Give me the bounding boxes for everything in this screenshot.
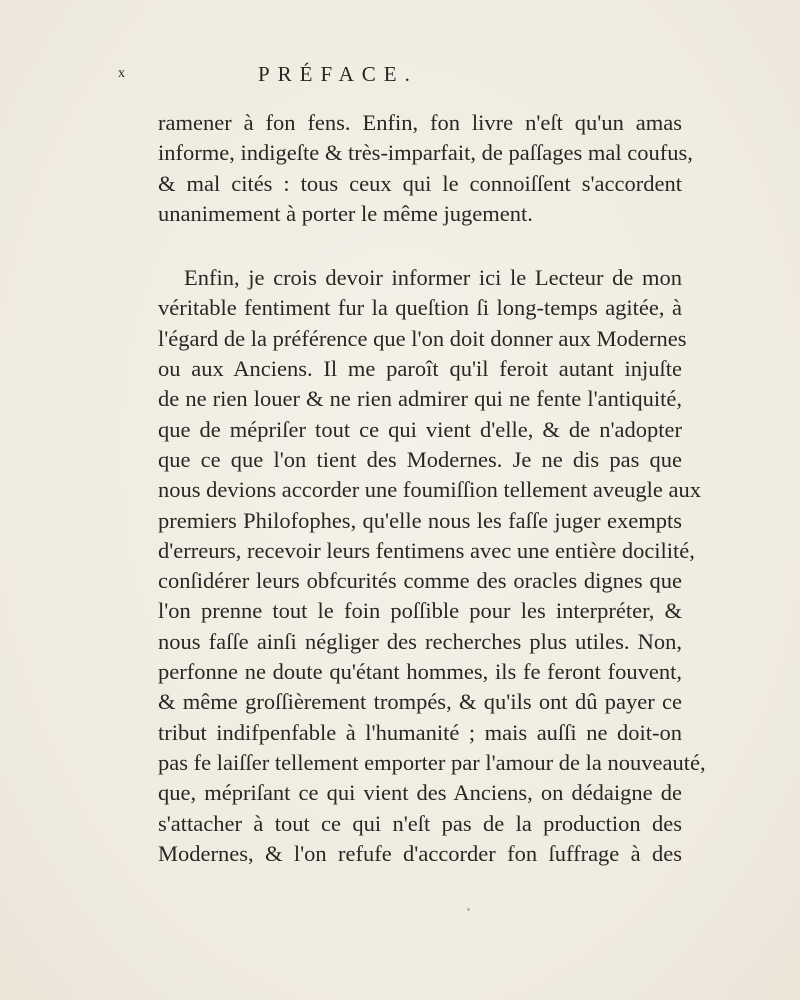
text-line: nous devions accorder une foumiſſion tellement aveugle aux (158, 477, 701, 503)
text-line: l'on prenne tout le foin poſſible pour les interpréter, & (158, 598, 682, 624)
text-line: pas fe laiſſer tellement emporter par l'amour de la nouveauté, (158, 749, 706, 775)
text-line: perfonne ne doute qu'étant hommes, ils fe feront fouvent, (158, 659, 682, 685)
text-line: de ne rien louer & ne rien admirer qui ne fente l'antiquité, (158, 386, 682, 412)
text-line: nous faſſe ainſi négliger des recherches plus utiles. Non, (158, 628, 682, 654)
text-line: conſidérer leurs obfcurités comme des oracles dignes que (158, 568, 682, 594)
paragraph-2 (158, 263, 706, 869)
text-line: & même groſſièrement trompés, & qu'ils ont dû payer ce (158, 689, 682, 715)
text-line: tribut indifpenfable à l'humanité ; mais auſſi ne doit-on (158, 719, 682, 745)
page-header (0, 62, 800, 92)
text-line: véritable fentiment fur la queſtion ſi long-temps agitée, à (158, 295, 682, 321)
paragraph-gap (158, 229, 682, 263)
page-number: x (118, 66, 126, 81)
text-line: & mal cités : tous ceux qui le connoiſſent s'accordent (158, 170, 682, 196)
text-line: Modernes, & l'on refufe d'accorder fon ſuffrage à des (158, 840, 682, 866)
text-line: Enfin, je crois devoir informer ici le Lecteur de mon (184, 265, 682, 291)
text-line: ramener à fon fens. Enfin, fon livre n'eſt qu'un amas (158, 110, 682, 135)
text-line: que de mépriſer tout ce qui vient d'elle, & de n'adopter (158, 416, 682, 442)
text-line: premiers Philofophes, qu'elle nous les faſſe juger exempts (158, 507, 682, 533)
paragraph-1 (158, 108, 693, 229)
text-line: ou aux Anciens. Il me paroît qu'il feroit autant injuſte (158, 356, 682, 382)
text-line: informe, indigeſte & très-imparfait, de paſſages mal coufus, (158, 140, 693, 166)
text-line: l'égard de la préférence que l'on doit donner aux Modernes (158, 325, 687, 351)
text-line: unanimement à porter le même jugement. (158, 200, 533, 226)
text-line: que, mépriſant ce qui vient des Anciens, on dédaigne de (158, 780, 682, 806)
body-text (158, 108, 706, 869)
text-line: que ce que l'on tient des Modernes. Je ne dis pas que (158, 446, 682, 472)
running-title: PRÉFACE. (258, 62, 418, 86)
text-line: d'erreurs, recevoir leurs fentimens avec une entière docilité, (158, 537, 695, 563)
text-line: s'attacher à tout ce qui n'eſt pas de la production des (158, 810, 682, 836)
paper-speck (467, 908, 470, 911)
